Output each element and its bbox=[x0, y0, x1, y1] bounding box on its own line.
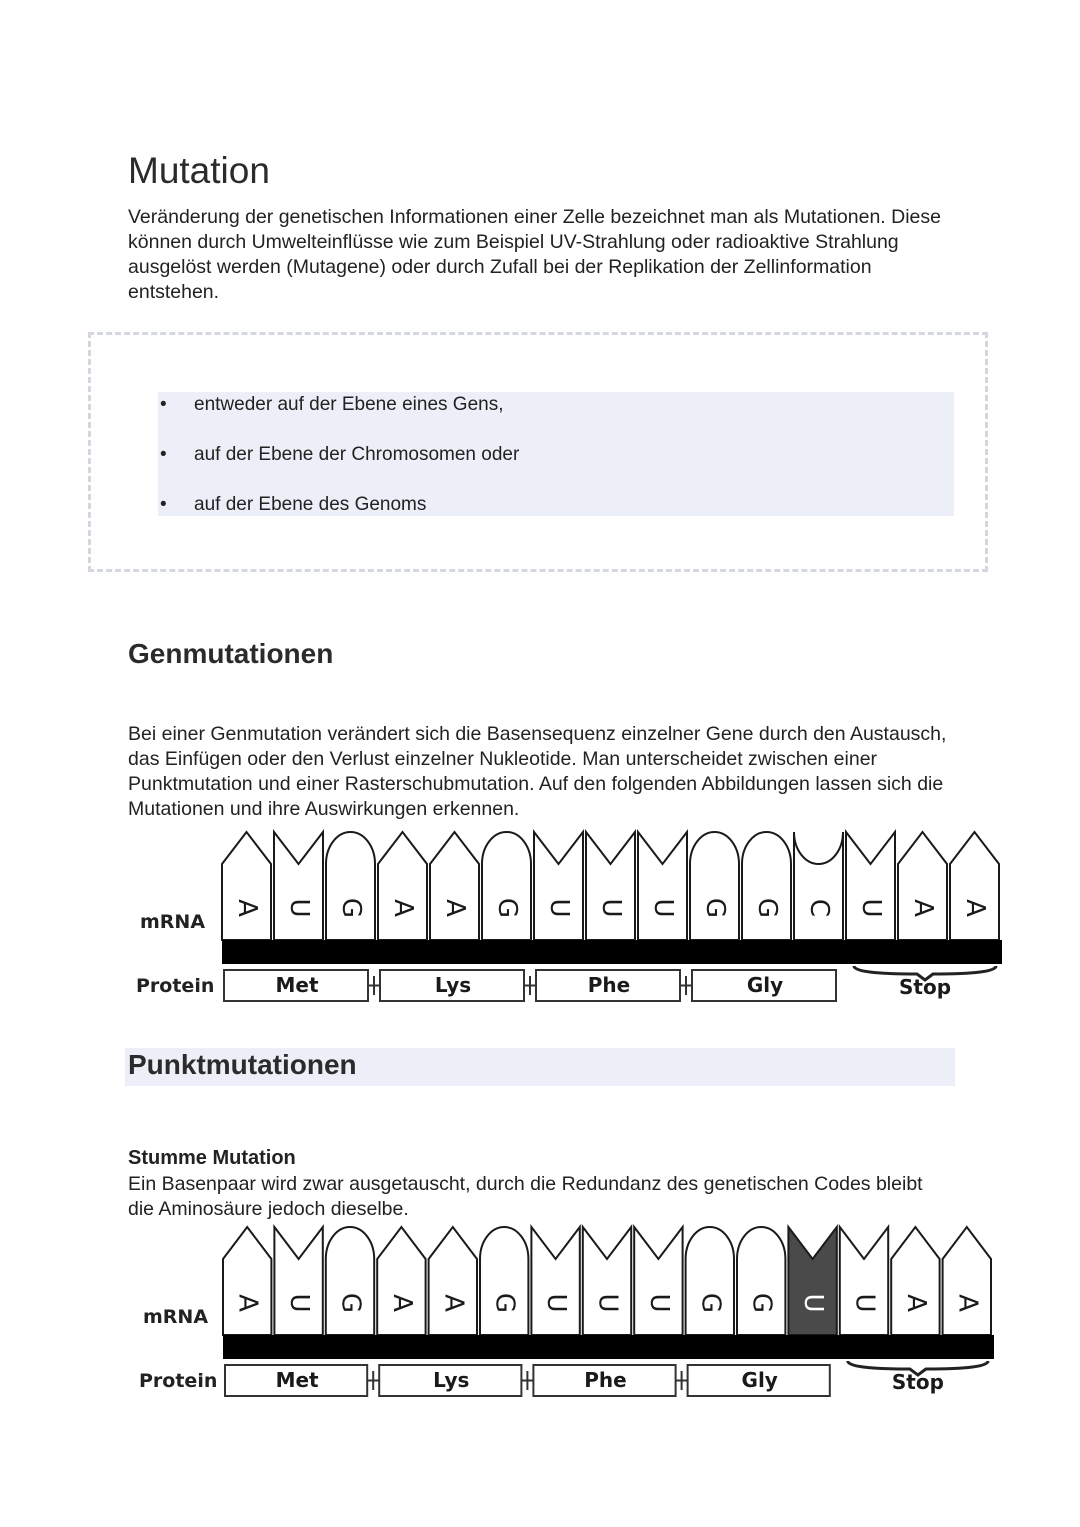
amino-acid-box bbox=[536, 970, 692, 1001]
nucleotide-a bbox=[950, 832, 999, 940]
nucleotide-u bbox=[274, 832, 323, 940]
mrna-label: mRNA bbox=[143, 1306, 209, 1328]
mrna-label: mRNA bbox=[140, 911, 206, 933]
nucleotide-letter: G bbox=[335, 1292, 366, 1314]
nucleotide-g bbox=[690, 832, 739, 940]
nucleotide-g bbox=[737, 1227, 785, 1335]
bullet-icon: • bbox=[160, 494, 167, 515]
punktmutationen-heading: Punktmutationen bbox=[128, 1049, 357, 1080]
nucleotide-a bbox=[429, 1227, 477, 1335]
nucleotide-letter: A bbox=[438, 1294, 469, 1312]
mrna-diagram-silent-mutation bbox=[0, 1217, 1080, 1407]
nucleotide-letter: A bbox=[388, 899, 418, 917]
genmutationen-heading: Genmutationen bbox=[128, 638, 334, 669]
amino-acid-box bbox=[380, 970, 536, 1001]
nucleotide-letter: A bbox=[960, 899, 990, 917]
nucleotide-u bbox=[840, 1227, 888, 1335]
stumme-mutation-heading: Stumme Mutation bbox=[128, 1147, 296, 1169]
amino-acid-box bbox=[225, 1365, 379, 1396]
codon-label: Gly bbox=[746, 973, 784, 997]
nucleotide-letter: U bbox=[592, 1293, 623, 1313]
amino-acid-box bbox=[533, 1365, 687, 1396]
nucleotide-a bbox=[378, 832, 427, 940]
nucleotide-g bbox=[326, 832, 375, 940]
protein-label: Protein bbox=[139, 1370, 218, 1392]
nucleotide-u bbox=[534, 832, 583, 940]
nucleotide-letter: U bbox=[648, 898, 678, 918]
amino-acid-box bbox=[379, 1365, 533, 1396]
nucleotide-letter: A bbox=[900, 1294, 931, 1312]
nucleotide-letter: U bbox=[284, 898, 314, 918]
nucleotide-a bbox=[891, 1227, 939, 1335]
codon-label: Lys bbox=[434, 973, 472, 997]
nucleotide-g bbox=[326, 1227, 374, 1335]
nucleotide-letter: U bbox=[856, 898, 886, 918]
level-item-label: auf der Ebene der Chromosomen oder bbox=[194, 444, 520, 465]
nucleotide-a bbox=[222, 832, 271, 940]
genmutationen-paragraph: Bei einer Genmutation verändert sich die Basensequenz einzelner Gene durch den Austausch, das Einfügen oder den Verlust einzelner Nukleotide. Man unterscheidet zwischen einer Punktmutation und einer Rasterschubmutation. Auf den folgenden Abbildungen lassen sich die Mutationen und ihre Auswirkungen erkennen. bbox=[128, 723, 947, 820]
nucleotide-letter: G bbox=[700, 897, 730, 919]
codon-label: Met bbox=[275, 1368, 319, 1392]
stop-codon bbox=[848, 1361, 988, 1394]
mrna-backbone bbox=[222, 940, 1002, 964]
codon-label: Phe bbox=[584, 1368, 627, 1392]
codon-label: Stop bbox=[891, 1370, 944, 1394]
nucleotide-u bbox=[531, 1227, 579, 1335]
nucleotide-a bbox=[943, 1227, 991, 1335]
nucleotide-u bbox=[274, 1227, 322, 1335]
bullet-icon: • bbox=[160, 444, 167, 465]
stop-codon bbox=[854, 966, 996, 999]
nucleotide-letter: U bbox=[798, 1293, 829, 1313]
level-item-label: entweder auf der Ebene eines Gens, bbox=[194, 394, 504, 415]
nucleotide-c bbox=[794, 832, 843, 940]
intro-paragraph: Veränderung der genetischen Informationen einer Zelle bezeichnet man als Mutationen. Diese können durch Umwelteinflüsse wie zum Beispiel UV-Strahlung oder radioaktive Strahlung ausgelöst werden (Mutagene) oder durch Zufall bei der Replikation der Zellinformation entstehen. bbox=[128, 206, 942, 303]
nucleotide-g bbox=[686, 1227, 734, 1335]
bullet-icon: • bbox=[160, 394, 167, 415]
nucleotide-letter: C bbox=[804, 898, 834, 918]
nucleotide-letter: U bbox=[643, 1293, 674, 1313]
nucleotide-a bbox=[898, 832, 947, 940]
codon-label: Stop bbox=[898, 975, 952, 999]
codon-label: Phe bbox=[587, 973, 631, 997]
amino-acid-box bbox=[688, 1365, 830, 1396]
nucleotide-u bbox=[586, 832, 635, 940]
mrna-backbone bbox=[223, 1335, 994, 1359]
nucleotide-letter: G bbox=[695, 1292, 726, 1314]
nucleotide-letter: U bbox=[541, 1293, 572, 1313]
nucleotide-letter: A bbox=[386, 1294, 417, 1312]
nucleotide-letter: G bbox=[489, 1292, 520, 1314]
amino-acid-box bbox=[224, 970, 380, 1001]
nucleotide-letter: G bbox=[746, 1292, 777, 1314]
nucleotide-a bbox=[430, 832, 479, 940]
nucleotide-letter: G bbox=[336, 897, 366, 919]
nucleotide-letter: A bbox=[232, 1294, 263, 1312]
mrna-diagram-normal bbox=[0, 822, 1080, 1012]
nucleotide-a bbox=[223, 1227, 271, 1335]
nucleotide-u bbox=[638, 832, 687, 940]
nucleotide-letter: A bbox=[908, 899, 938, 917]
nucleotide-g bbox=[482, 832, 531, 940]
nucleotide-u bbox=[846, 832, 895, 940]
nucleotide-letter: A bbox=[952, 1294, 983, 1312]
nucleotide-u bbox=[634, 1227, 682, 1335]
codon-label: Met bbox=[275, 973, 319, 997]
stumme-mutation-paragraph: Ein Basenpaar wird zwar ausgetauscht, durch die Redundanz des genetischen Codes bleibt die Aminosäure jedoch dieselbe. bbox=[128, 1173, 923, 1220]
nucleotide-g bbox=[742, 832, 791, 940]
codon-label: Gly bbox=[741, 1368, 778, 1392]
nucleotide-letter: U bbox=[544, 898, 574, 918]
nucleotide-letter: U bbox=[596, 898, 626, 918]
nucleotide-a bbox=[377, 1227, 425, 1335]
nucleotide-letter: G bbox=[752, 897, 782, 919]
nucleotide-letter: G bbox=[492, 897, 522, 919]
nucleotide-letter: U bbox=[849, 1293, 880, 1313]
amino-acid-box bbox=[692, 970, 836, 1001]
nucleotide-g bbox=[480, 1227, 528, 1335]
nucleotide-letter: A bbox=[440, 899, 470, 917]
nucleotide-u bbox=[583, 1227, 631, 1335]
level-item-label: auf der Ebene des Genoms bbox=[194, 494, 427, 515]
protein-label: Protein bbox=[136, 975, 215, 997]
page-title: Mutation bbox=[128, 150, 270, 191]
nucleotide-letter: U bbox=[284, 1293, 315, 1313]
nucleotide-u bbox=[788, 1227, 836, 1335]
nucleotide-letter: A bbox=[232, 899, 262, 917]
codon-label: Lys bbox=[433, 1368, 470, 1392]
